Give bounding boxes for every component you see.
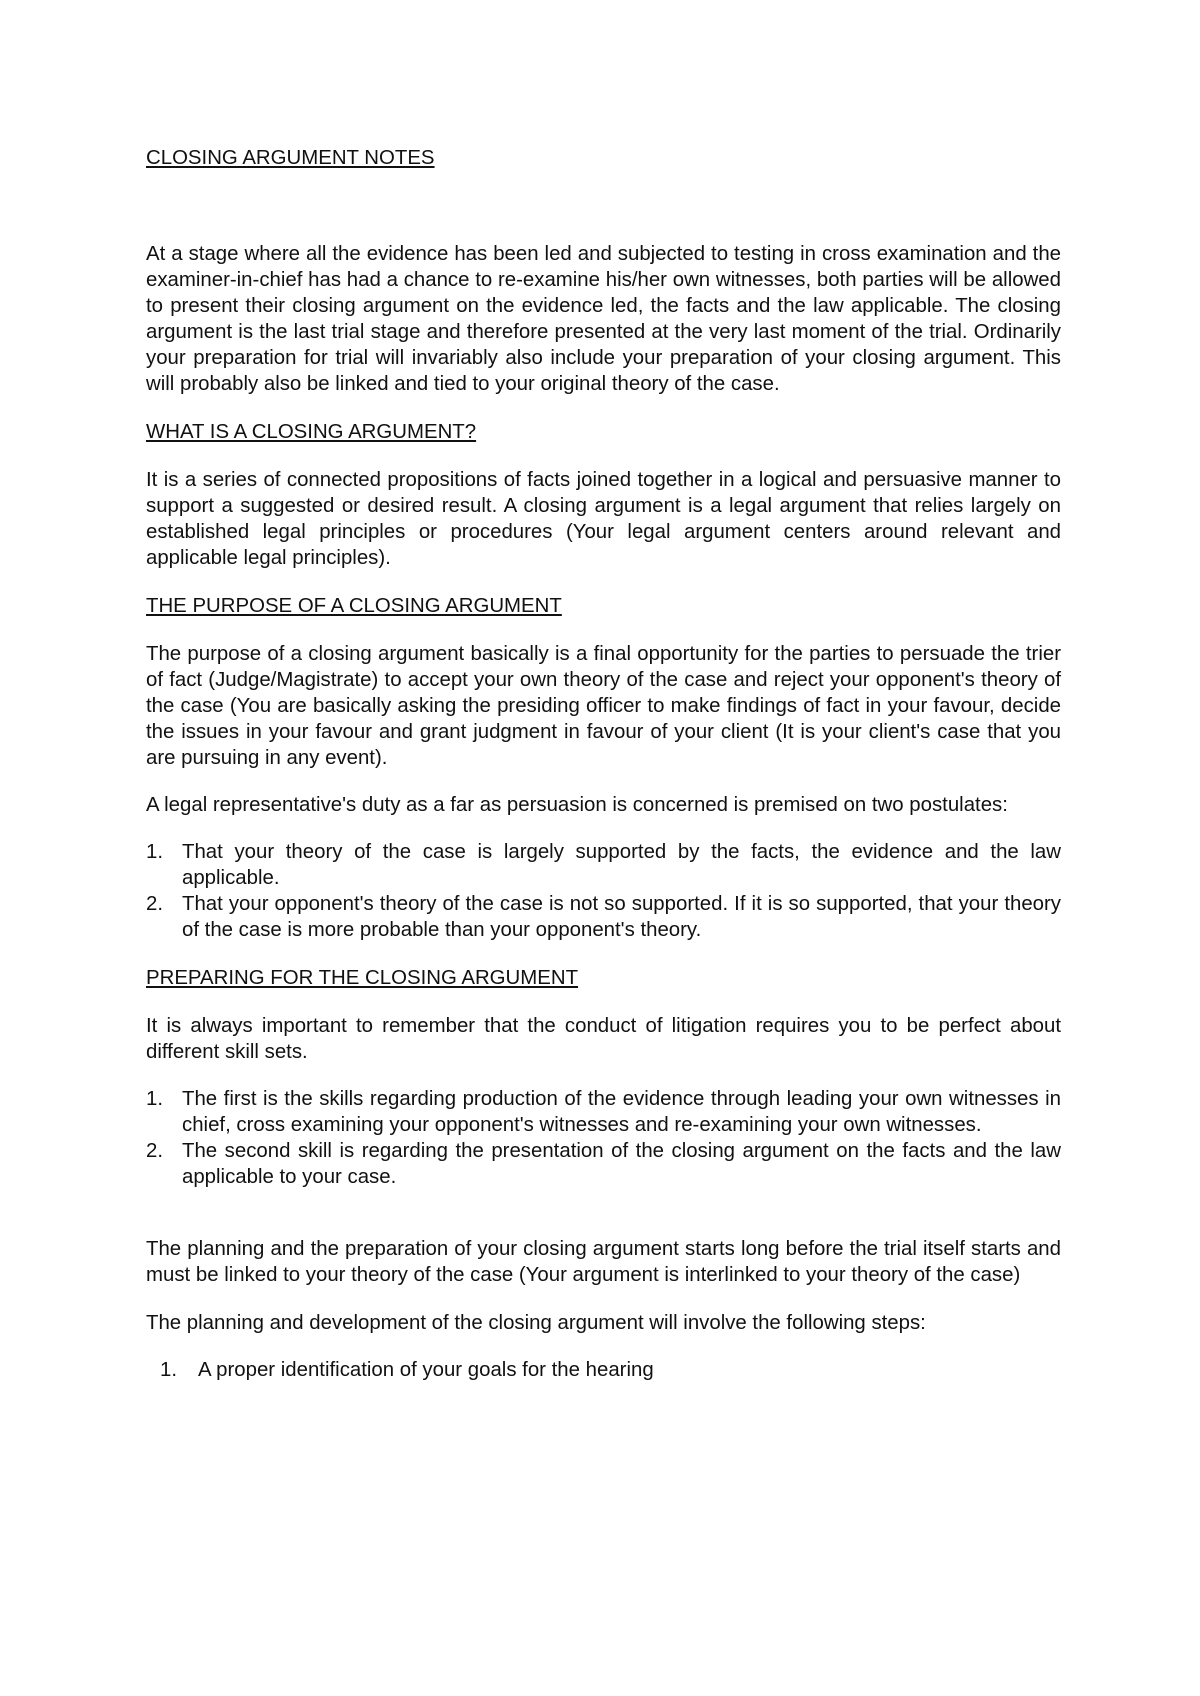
section-paragraph: The planning and the preparation of your closing argument starts long before the trial itself starts and must be linked to your theory of the case (Your argument is interlinked to your theory of the case) [146, 1238, 1061, 1286]
list-item-text: The first is the skills regarding production of the evidence through leading your own witnesses in chief, cross examining your opponent's witnesses and re-examining your own witnesses. [182, 1088, 1061, 1136]
list-item-number: 1. [146, 1088, 164, 1110]
section-paragraph: It is a series of connected propositions of facts joined together in a logical and persuasive manner to support a suggested or desired result. A closing argument is a legal argument that relies largely on established legal principles or procedures (Your legal argument centers around relevant and applicable legal principles). [146, 469, 1061, 569]
list-item-number: 2. [146, 1140, 164, 1162]
section-paragraph: A legal representative's duty as a far as persuasion is concerned is premised on two postulates: [146, 794, 1008, 816]
list-item [146, 1357, 1061, 1383]
section-heading-what-is: WHAT IS A CLOSING ARGUMENT? [146, 421, 477, 443]
list-item-number: 2. [146, 893, 164, 915]
document-title: CLOSING ARGUMENT NOTES [146, 147, 435, 169]
document-body [146, 145, 1061, 1383]
skills-list [146, 1086, 1061, 1190]
list-item-text: That your theory of the case is largely supported by the facts, the evidence and the law applicable. [182, 841, 1061, 889]
section-paragraph: The purpose of a closing argument basically is a final opportunity for the parties to persuade the trier of fact (Judge/Magistrate) to accept your own theory of the case and reject your opponent's theory of the case (You are basically asking the presiding officer to make findings of fact in your favour, decide the issues in your favour and grant judgment in favour of your client (It is your client's case that you are pursuing in any event). [146, 643, 1061, 769]
section-heading-purpose: THE PURPOSE OF A CLOSING ARGUMENT [146, 595, 562, 617]
steps-list [146, 1357, 1061, 1383]
list-item [146, 839, 1061, 891]
list-item [146, 891, 1061, 943]
list-item-text: A proper identification of your goals for the hearing [198, 1359, 654, 1381]
postulates-list [146, 839, 1061, 943]
list-item-text: The second skill is regarding the presentation of the closing argument on the facts and the law applicable to your case. [182, 1140, 1061, 1188]
section-paragraph: The planning and development of the closing argument will involve the following steps: [146, 1312, 926, 1334]
list-item [146, 1086, 1061, 1138]
list-item-number: 1. [146, 841, 164, 863]
list-item-text: That your opponent's theory of the case is not so supported. If it is so supported, that your theory of the case is more probable than your opponent's theory. [182, 893, 1061, 941]
list-item [146, 1138, 1061, 1190]
section-heading-preparing: PREPARING FOR THE CLOSING ARGUMENT [146, 967, 579, 989]
list-item-number: 1. [160, 1359, 178, 1381]
intro-paragraph: At a stage where all the evidence has been led and subjected to testing in cross examination and the examiner-in-chief has had a chance to re-examine his/her own witnesses, both parties will be allowed to present their closing argument on the evidence led, the facts and the law applicable. The closing argument is the last trial stage and therefore presented at the very last moment of the trial. Ordinarily your preparation for trial will invariably also include your preparation of your closing argument. This will probably also be linked and tied to your original theory of the case. [146, 243, 1061, 395]
section-paragraph: It is always important to remember that the conduct of litigation requires you to be perfect about different skill sets. [146, 1015, 1061, 1063]
